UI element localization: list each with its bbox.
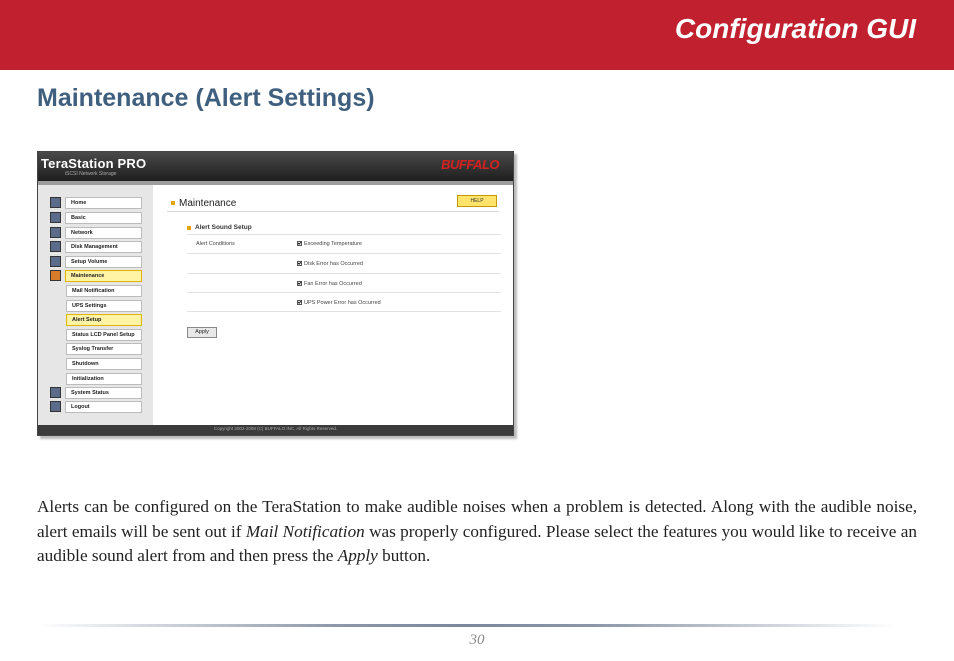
sidebar-item-maintenance[interactable]: Maintenance	[65, 270, 142, 282]
sidebar-item-basic[interactable]: Basic	[65, 212, 142, 224]
option-ups-power-error[interactable]: UPS Power Error has Occurred	[297, 300, 381, 306]
system-status-icon	[50, 387, 61, 398]
apply-button[interactable]: Apply	[187, 327, 217, 338]
header-banner	[0, 0, 954, 70]
sidebar-item-setup-volume[interactable]: Setup Volume	[65, 256, 142, 268]
sidebar-item-network[interactable]: Network	[65, 227, 142, 239]
sidebar-item-disk-management[interactable]: Disk Management	[65, 241, 142, 253]
copyright-text: Copyright 2002-2008 (C) BUFFALO INC. All Rights Reserved.	[213, 426, 338, 431]
option-fan-error[interactable]: Fan Error has Occurred	[297, 281, 362, 287]
checkbox-checked-icon[interactable]	[297, 300, 302, 305]
option-disk-error[interactable]: Disk Error has Occurred	[297, 261, 363, 267]
checkbox-checked-icon[interactable]	[297, 281, 302, 286]
buffalo-logo: BUFFALO	[441, 157, 499, 172]
screenshot-footer	[38, 425, 513, 435]
home-icon	[50, 197, 61, 208]
sidebar-item-logout[interactable]: Logout	[65, 401, 142, 413]
section-title: Maintenance (Alert Settings)	[37, 84, 375, 112]
title-bullet-icon	[171, 201, 175, 205]
subnav-item-shutdown[interactable]: Shutdown	[66, 358, 142, 370]
footer-divider	[36, 624, 896, 627]
title-divider	[167, 211, 499, 212]
sidebar-item-system-status[interactable]: System Status	[65, 387, 142, 399]
content-title: Maintenance	[179, 198, 237, 209]
subnav-item-mail-notification[interactable]: Mail Notification	[66, 285, 142, 297]
screenshot-header	[38, 152, 513, 181]
sidebar-nav	[38, 185, 153, 427]
maintenance-icon	[50, 270, 61, 281]
body-paragraph: Alerts can be configured on the TeraStation to make audible noises when a problem is detected. Along with the audible noise, alert emails will be sent out if Mail Notification was properly configured. Please select the features you would like to receive an audible sound alert from and then press the Apply button.	[37, 497, 917, 565]
disk-management-icon	[50, 241, 61, 252]
terastation-screenshot	[37, 151, 514, 436]
alert-conditions-label: Alert Conditions	[196, 241, 235, 247]
row-divider	[187, 311, 501, 312]
mail-notification-term: Mail Notification	[245, 521, 365, 541]
subnav-item-initialization[interactable]: Initialization	[66, 373, 142, 385]
subnav-item-ups-settings[interactable]: UPS Settings	[66, 300, 142, 312]
row-divider	[187, 273, 501, 274]
subnav-item-alert-setup[interactable]: Alert Setup	[66, 314, 142, 326]
terastation-logo-sub: iSCSI Network Storage	[65, 171, 117, 177]
option-exceeding-temperature[interactable]: Exceeding Temperature	[297, 241, 362, 247]
subtitle-bullet-icon	[187, 226, 191, 230]
terastation-logo: TeraStation PRO	[41, 156, 147, 171]
subnav-item-syslog-transfer[interactable]: Syslog Transfer	[66, 343, 142, 355]
checkbox-checked-icon[interactable]	[297, 261, 302, 266]
row-divider	[187, 234, 501, 235]
logout-icon	[50, 401, 61, 412]
network-icon	[50, 227, 61, 238]
setup-volume-icon	[50, 256, 61, 267]
row-divider	[187, 253, 501, 254]
help-button[interactable]: HELP	[457, 195, 497, 207]
basic-icon	[50, 212, 61, 223]
header-title: Configuration GUI	[674, 13, 916, 44]
section-subtitle: Alert Sound Setup	[195, 224, 252, 231]
page-number: 30	[469, 632, 485, 648]
row-divider	[187, 292, 501, 293]
subnav-item-status-lcd[interactable]: Status LCD Panel Setup	[66, 329, 142, 341]
content-panel	[153, 185, 513, 427]
checkbox-checked-icon[interactable]	[297, 241, 302, 246]
sidebar-item-home[interactable]: Home	[65, 197, 142, 209]
apply-term: Apply	[337, 546, 378, 565]
